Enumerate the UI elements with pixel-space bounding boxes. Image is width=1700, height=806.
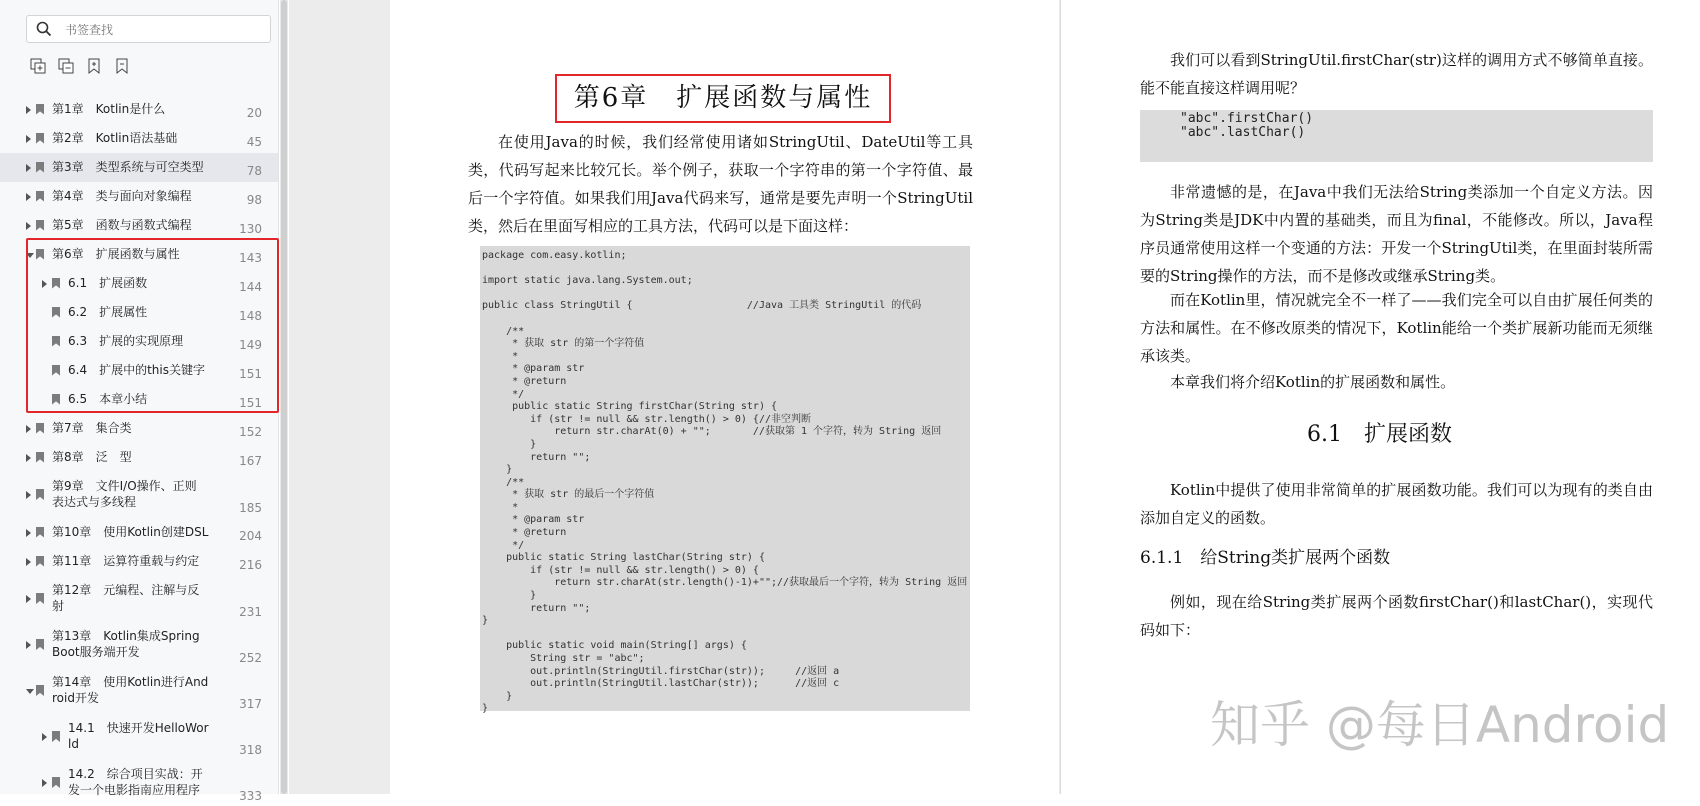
expand-arrow-icon[interactable] [42, 779, 47, 787]
bookmark-label: 第3章 类型系统与可空类型 [52, 160, 204, 174]
bookmark-search-box[interactable] [26, 15, 271, 43]
bookmark-icon [36, 452, 44, 463]
paragraph-4: 本章我们将介绍Kotlin的扩展函数和属性。 [1170, 373, 1456, 391]
bookmark-icon [36, 593, 44, 604]
bookmark-icon [36, 249, 44, 260]
bookmark-page-number: 317 [239, 697, 262, 711]
bookmark-toolbar [30, 58, 130, 78]
expand-arrow-icon[interactable] [42, 733, 47, 741]
bookmark-page-number: 45 [246, 135, 262, 149]
collapse-all-icon[interactable] [58, 58, 74, 74]
bookmark-page-number: 185 [239, 501, 262, 515]
bookmark-page-number: 333 [239, 789, 262, 803]
paragraph-6: 例如，现在给String类扩展两个函数firstChar()和lastChar()，实现代码如下： [1140, 593, 1653, 639]
bookmark-page-number: 231 [239, 605, 262, 619]
bookmark-label: 第9章 文件I/O操作、正则 表达式与多线程 [52, 479, 197, 509]
bookmark-icon [36, 423, 44, 434]
bookmark-page-number: 78 [246, 164, 262, 178]
expand-arrow-icon[interactable] [26, 164, 31, 172]
bookmark-icon [36, 220, 44, 231]
watermark: 知乎 @每日Android [1210, 696, 1670, 754]
expand-arrow-icon[interactable] [26, 454, 31, 462]
expand-arrow-icon[interactable] [26, 106, 31, 114]
expand-arrow-icon[interactable] [26, 425, 31, 433]
bookmark-chapter[interactable] [0, 576, 278, 622]
paragraph-5: Kotlin中提供了使用非常简单的扩展函数功能。我们可以为现有的类自由添加自定义的函数。 [1140, 481, 1653, 527]
collapse-arrow-icon[interactable] [26, 253, 34, 258]
bookmark-label: 第1章 Kotlin是什么 [52, 102, 166, 116]
bookmark-sidebar [0, 0, 279, 803]
code-block-call [1140, 110, 1653, 162]
bookmark-page-number: 151 [239, 396, 262, 410]
bookmark-section[interactable] [0, 327, 278, 356]
paragraph-2: 非常遗憾的是，在Java中我们无法给String类添加一个自定义方法。因为String类是JDK中内置的基础类，而且为final，不能修改。所以，Java程序员通常使用这样一个变通的方法：开发一个StringUtil类，在里面封装所需要的String操作的方法，而不是修改或继承String类。 [1140, 183, 1653, 285]
bookmark-chapter[interactable] [0, 668, 278, 714]
bookmark-section[interactable] [0, 385, 278, 414]
bookmark-label: 第10章 使用Kotlin创建DSL [52, 525, 209, 539]
bookmark-page-number: 143 [239, 251, 262, 265]
code-block-stringutil [480, 246, 970, 715]
bookmark-icon[interactable] [114, 58, 130, 74]
bookmark-label: 14.1 快速开发HelloWor ld [68, 721, 209, 751]
bookmark-chapter[interactable] [0, 414, 278, 443]
bookmark-chapter[interactable] [0, 472, 278, 518]
collapse-arrow-icon[interactable] [26, 689, 34, 694]
bookmark-chapter[interactable] [0, 547, 278, 576]
bookmark-icon [52, 307, 60, 318]
bookmark-label: 6.5 本章小结 [68, 392, 148, 406]
bookmark-icon [36, 639, 44, 650]
bookmark-label: 第11章 运算符重载与约定 [52, 554, 200, 568]
bookmark-icon [52, 394, 60, 405]
bookmark-tree [0, 95, 278, 806]
bookmark-label: 6.1 扩展函数 [68, 276, 148, 290]
bookmark-icon [52, 777, 60, 788]
expand-all-icon[interactable] [30, 58, 46, 74]
bookmark-label: 第7章 集合类 [52, 421, 132, 435]
bookmark-chapter[interactable] [0, 95, 278, 124]
code-text-call: "abc".firstChar() "abc".lastChar() [1180, 111, 1314, 140]
bookmark-chapter[interactable] [0, 124, 278, 153]
bookmark-icon [52, 731, 60, 742]
bookmark-icon [36, 104, 44, 115]
bookmark-label: 第5章 函数与函数式编程 [52, 218, 192, 232]
expand-arrow-icon[interactable] [26, 193, 31, 201]
bookmark-chapter[interactable] [0, 153, 278, 182]
bookmark-chapter[interactable] [0, 518, 278, 547]
bookmark-page-number: 144 [239, 280, 262, 294]
bookmark-section[interactable] [0, 714, 278, 760]
bookmark-icon [52, 278, 60, 289]
bookmark-page-number: 318 [239, 743, 262, 757]
bookmark-label: 第4章 类与面向对象编程 [52, 189, 192, 203]
bookmark-section[interactable] [0, 298, 278, 327]
bookmark-section[interactable] [0, 356, 278, 385]
expand-arrow-icon[interactable] [26, 222, 31, 230]
bookmark-page-number: 151 [239, 367, 262, 381]
bookmark-label: 第2章 Kotlin语法基础 [52, 131, 178, 145]
bookmark-label: 第12章 元编程、注解与反 射 [52, 583, 200, 613]
bookmark-label: 第6章 扩展函数与属性 [52, 247, 180, 261]
subsection-title: 6.1.1 给String类扩展两个函数 [1140, 548, 1391, 568]
expand-arrow-icon[interactable] [26, 529, 31, 537]
bookmark-page-number: 98 [246, 193, 262, 207]
expand-arrow-icon[interactable] [26, 641, 31, 649]
bookmark-icon [36, 527, 44, 538]
bookmark-page-number: 148 [239, 309, 262, 323]
bookmark-icon [36, 133, 44, 144]
expand-arrow-icon[interactable] [26, 595, 31, 603]
bookmark-chapter[interactable] [0, 443, 278, 472]
bookmark-section[interactable] [0, 269, 278, 298]
search-icon [36, 21, 52, 37]
bookmark-label: 6.3 扩展的实现原理 [68, 334, 184, 348]
bookmark-page-number: 130 [239, 222, 262, 236]
bookmark-icon [36, 162, 44, 173]
bookmark-icon [36, 191, 44, 202]
bookmark-page-number: 149 [239, 338, 262, 352]
paragraph-3: 而在Kotlin里，情况就完全不一样了——我们完全可以自由扩展任何类的方法和属性。在不修改原类的情况下，Kotlin能给一个类扩展新功能而无须继承该类。 [1140, 291, 1653, 365]
section-title: 6.1 扩展函数 [1307, 422, 1452, 447]
expand-arrow-icon[interactable] [42, 280, 47, 288]
expand-arrow-icon[interactable] [26, 558, 31, 566]
bookmark-icon [52, 336, 60, 347]
bookmark-label: 第13章 Kotlin集成Spring Boot服务端开发 [52, 629, 200, 659]
bookmark-label: 第14章 使用Kotlin进行And roid开发 [52, 675, 209, 705]
paragraph-1: 我们可以看到StringUtil.firstChar(str)这样的调用方式不够简单直接。能不能直接这样调用呢？ [1140, 51, 1653, 97]
bookmark-section[interactable] [0, 760, 278, 806]
bookmark-page-number: 152 [239, 425, 262, 439]
bookmark-icon [36, 685, 44, 696]
bookmark-chapter[interactable] [0, 182, 278, 211]
expand-arrow-icon[interactable] [26, 491, 31, 499]
bookmark-label: 6.2 扩展属性 [68, 305, 148, 319]
bookmark-page-number: 167 [239, 454, 262, 468]
sidebar-scrollbar-thumb[interactable] [281, 0, 287, 794]
bookmark-chapter[interactable] [0, 211, 278, 240]
bookmark-label: 6.4 扩展中的this关键字 [68, 363, 205, 377]
bookmark-page-number: 20 [246, 106, 262, 120]
bookmark-label: 14.2 综合项目实战：开 发一个电影指南应用程序 [68, 767, 203, 797]
bookmark-page-number: 252 [239, 651, 262, 665]
bookmark-chapter[interactable] [0, 622, 278, 668]
code-text: package com.easy.kotlin; import static java.lang.System.out; public class StringUtil { //Java 工具类 StringUtil 的代码 /** * 获取 str 的第一个字符值 * * @param str * @return */ public static String firstChar(String str) { if (str != null && str.length() > 0) {//非空判断 return str.charAt(0) + ""; //获取第 1 个字符，转为 String 返回 } return ""; } /** * 获取 str 的最后一个字符值 * * @param str * @return */ public static String lastChar(String str) { if (str != null && str.length() > 0) { return str.charAt(str.length()-1)+"";//获取最后一个字符，转为 String 返回 } return ""; } public static void main(String[] args) { String str = "abc"; out.println(StringUtil.firstChar(str)); //返回 a out.println(StringUtil.lastChar(str)); //返回 c } } [482, 250, 968, 715]
bookmark-page-number: 204 [239, 529, 262, 543]
bookmark-icon [52, 365, 60, 376]
add-bookmark-icon[interactable] [86, 58, 102, 74]
bookmark-label: 第8章 泛 型 [52, 450, 132, 464]
expand-arrow-icon[interactable] [26, 135, 31, 143]
bookmark-page-number: 216 [239, 558, 262, 572]
bookmark-icon [36, 489, 44, 500]
chapter-title: 第6章 扩展函数与属性 [555, 74, 891, 123]
bookmark-search-input[interactable] [63, 19, 267, 41]
bookmark-icon [36, 556, 44, 567]
intro-paragraph: 在使用Java的时候，我们经常使用诸如StringUtil、DateUtil等工具类，代码写起来比较冗长。举个例子，获取一个字符串的第一个字符值、最后一个字符值。如果我们用Java代码来写，通常是要先声明一个StringUtil类，然后在里面写相应的工具方法，代码可以是下面这样： [468, 133, 973, 235]
bookmark-chapter[interactable] [0, 240, 278, 269]
